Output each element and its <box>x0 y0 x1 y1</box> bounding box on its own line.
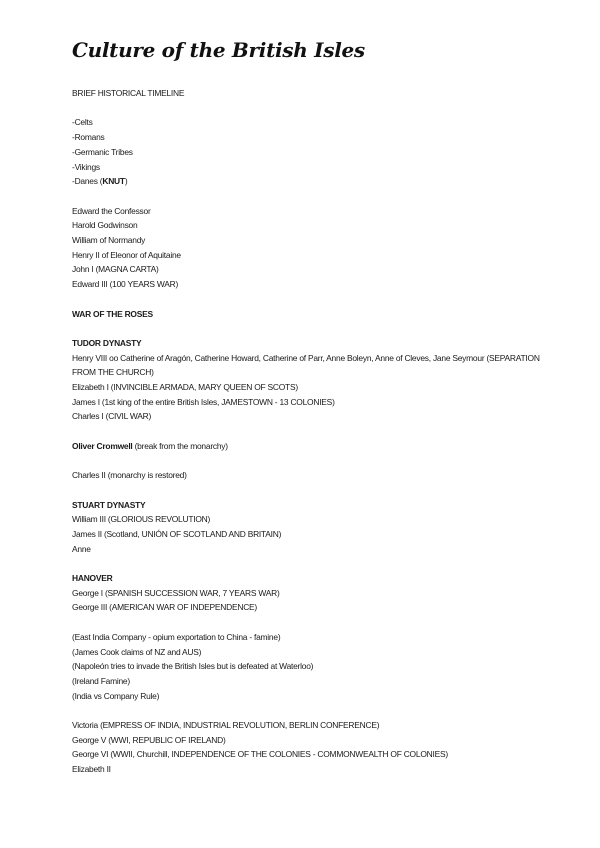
list-item: Charles II (monarchy is restored) <box>72 470 187 481</box>
spacer <box>72 483 531 498</box>
spacer <box>72 703 531 718</box>
war-of-roses: WAR OF THE ROSES <box>72 308 153 319</box>
danes-suffix: ) <box>124 176 128 187</box>
list-item: (India vs Company Rule) <box>72 690 160 701</box>
list-item: (East India Company - opium exportation to China - famine) <box>72 631 281 642</box>
list-item: George VI (WWII, Churchill, INDEPENDENCE OF THE COLONIES - COMMONWEALTH OF COLONIES) <box>72 749 448 760</box>
list-item: William III (GLORIOUS REVOLUTION) <box>72 514 211 525</box>
list-item: -Celts <box>72 117 93 128</box>
hanover-heading: HANOVER <box>72 573 113 584</box>
list-item: -Vikings <box>72 161 100 172</box>
list-item: Elizabeth II <box>72 764 111 775</box>
section-heading <box>72 336 531 351</box>
cromwell-note: (break from the monarchy) <box>132 440 228 451</box>
list-item: -Germanic Tribes <box>72 146 133 157</box>
list-item <box>72 439 531 454</box>
document-title: Culture of the British Isles <box>72 38 365 62</box>
list-item: Henry VIII oo Catherine of Aragón, Catherine Howard, Catherine of Parr, Anne Boleyn, Anne of Cleves, Jane Seymour (SEPARATION <box>72 352 540 363</box>
list-item: (Napoleón tries to invade the British Isles but is defeated at Waterloo) <box>72 661 314 672</box>
spacer <box>72 556 531 571</box>
list-item: George I (SPANISH SUCCESSION WAR, 7 YEARS WAR) <box>72 587 280 598</box>
list-item <box>72 174 531 189</box>
spacer <box>72 321 531 336</box>
section-heading: BRIEF HISTORICAL TIMELINE <box>72 88 185 98</box>
tudor-heading: TUDOR DYNASTY <box>72 337 142 348</box>
spacer <box>72 101 531 116</box>
spacer <box>72 615 531 630</box>
spacer <box>72 454 531 469</box>
list-item: Harold Godwinson <box>72 220 138 231</box>
spacer <box>72 189 531 204</box>
list-item: Elizabeth I (INVINCIBLE ARMADA, MARY QUEEN OF SCOTS) <box>72 382 298 392</box>
spacer <box>72 424 531 439</box>
list-item: James I (1st king of the entire British Isles, JAMESTOWN - 13 COLONIES) <box>72 396 335 407</box>
list-item: Victoria (EMPRESS OF INDIA, INDUSTRIAL REVOLUTION, BERLIN CONFERENCE) <box>72 720 380 731</box>
section-heading <box>72 498 531 513</box>
list-item: -Romans <box>72 132 105 143</box>
list-item: Edward III (100 YEARS WAR) <box>72 279 179 290</box>
list-item: FROM THE CHURCH) <box>72 367 154 378</box>
spacer <box>72 292 531 307</box>
stuart-heading: STUART DYNASTY <box>72 499 146 510</box>
document-body <box>72 86 540 777</box>
list-item: John I (MAGNA CARTA) <box>72 264 159 275</box>
danes-prefix: -Danes ( <box>72 176 103 187</box>
list-item: Anne <box>72 543 91 554</box>
danes-bold: KNUT <box>102 176 125 187</box>
list-item: Charles I (CIVIL WAR) <box>72 411 152 422</box>
section-heading <box>72 571 531 586</box>
list-item: (James Cook claims of NZ and AUS) <box>72 646 202 657</box>
list-item: George V (WWI, REPUBLIC OF IRELAND) <box>72 734 226 745</box>
list-item: Henry II of Eleonor of Aquitaine <box>72 249 181 260</box>
list-item: (Ireland Famine) <box>72 675 130 686</box>
list-item: Edward the Confessor <box>72 205 151 216</box>
list-item: James II (Scotland, UNIÓN OF SCOTLAND AND BRITAIN) <box>72 528 282 539</box>
list-item: George III (AMERICAN WAR OF INDEPENDENCE) <box>72 602 258 613</box>
section-heading <box>72 307 531 322</box>
cromwell-name: Oliver Cromwell <box>72 440 133 451</box>
list-item: William of Normandy <box>72 235 146 245</box>
